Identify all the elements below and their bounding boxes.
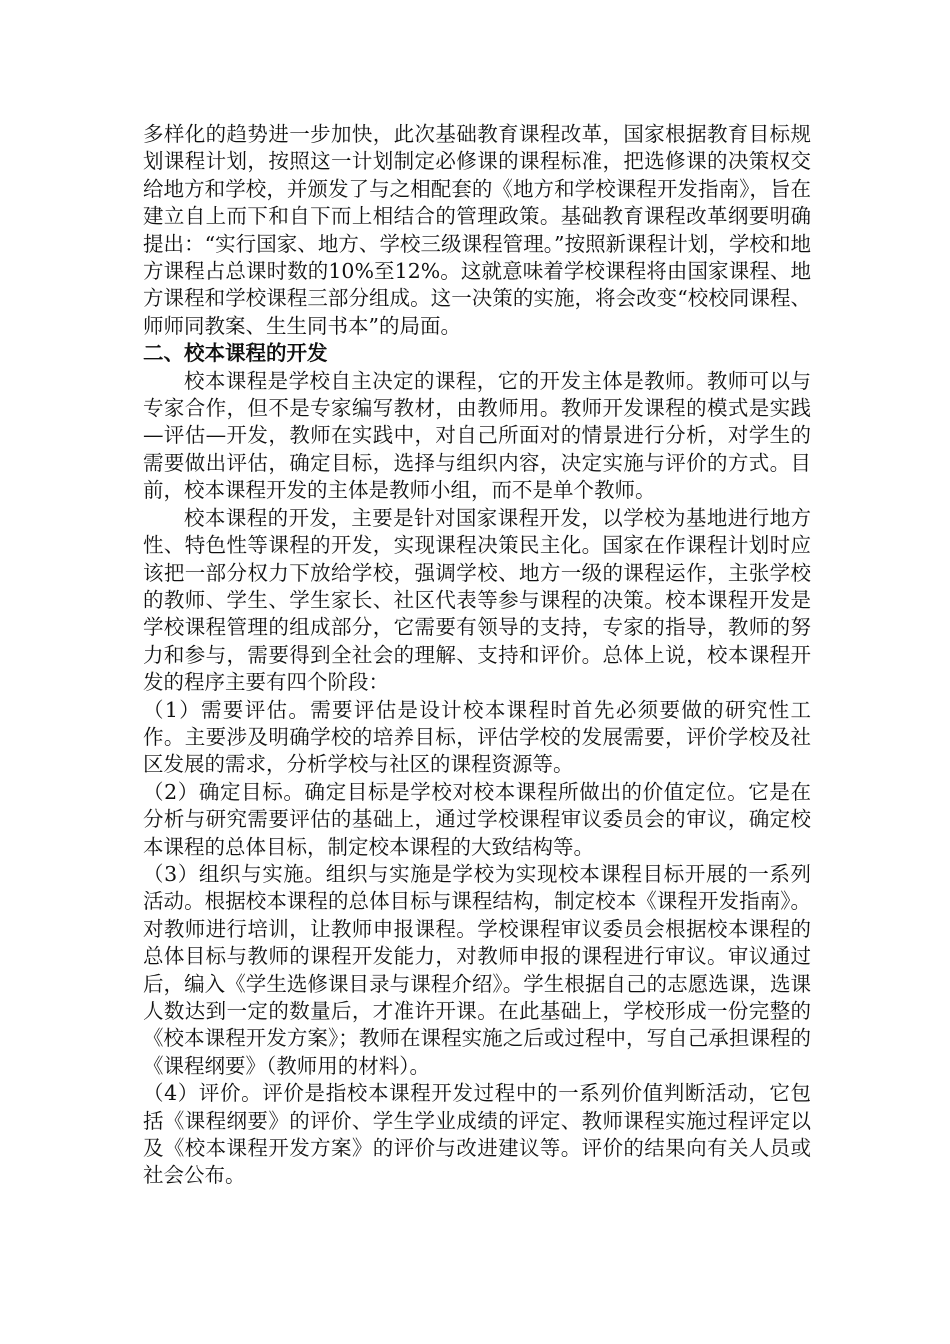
- body-paragraph-2: 校本课程的开发，主要是针对国家课程开发，以学校为基地进行地方性、特色性等课程的开发，实现课程决策民主化。国家在作课程计划时应该把一部分权力下放给学校，强调学校、地方一级的课程运作，主张学校的教师、学生、学生家长、社区代表等参与课程的决策。校本课程开发是学校课程管理的组成部分，它需要有领导的支持，专家的指导，教师的努力和参与，需要得到全社会的理解、支持和评价。总体上说，校本课程开发的程序主要有四个阶段：: [143, 505, 811, 695]
- body-paragraph-1: 校本课程是学校自主决定的课程，它的开发主体是教师。教师可以与专家合作，但不是专家编写教材，由教师用。教师开发课程的模式是实践—评估—开发，教师在实践中，对自己所面对的情景进行分析，对学生的需要做出评估，确定目标，选择与组织内容，决定实施与评价的方式。目前，校本课程开发的主体是教师小组，而不是单个教师。: [143, 368, 811, 503]
- intro-paragraph: 多样化的趋势进一步加快，此次基础教育课程改革，国家根据教育目标规划课程计划，按照这一计划制定必修课的课程标准，把选修课的决策权交给地方和学校，并颁发了与之相配套的《地方和学校课程开发指南》，旨在建立自上而下和自下而上相结合的管理政策。基础教育课程改革纲要明确提出：“实行国家、地方、学校三级课程管理。”按照新课程计划，学校和地方课程占总课时数的10%至12%。这就意味着学校课程将由国家课程、地方课程和学校课程三部分组成。这一决策的实施，将会改变“校校同课程、师师同教案、生生同书本”的局面。: [143, 122, 811, 338]
- stage-organization-implementation: （3）组织与实施。组织与实施是学校为实现校本课程目标开展的一系列活动。根据校本课程的总体目标与课程结构，制定校本《课程开发指南》。对教师进行培训，让教师申报课程。学校课程审议委员会根据校本课程的总体目标与教师的课程开发能力，对教师申报的课程进行审议。审议通过后，编入《学生选修课目录与课程介绍》。学生根据自己的志愿选课，选课人数达到一定的数量后，才准许开课。在此基础上，学校形成一份完整的《校本课程开发方案》；教师在课程实施之后或过程中，写自己承担课程的《课程纲要》（教师用的材料）。: [143, 861, 811, 1078]
- document-page: [143, 121, 811, 1190]
- stage-evaluation: （4）评价。评价是指校本课程开发过程中的一系列价值判断活动，它包括《课程纲要》的评价、学生学业成绩的评定、教师课程实施过程评定以及《校本课程开发方案》的评价与改进建议等。评价的结果向有关人员或社会公布。: [143, 1081, 811, 1188]
- stage-needs-assessment: （1）需要评估。需要评估是设计校本课程时首先必须要做的研究性工作。主要涉及明确学校的培养目标，评估学校的发展需要，评价学校及社区发展的需求，分析学校与社区的课程资源等。: [143, 697, 811, 777]
- stage-goal-setting: （2）确定目标。确定目标是学校对校本课程所做出的价值定位。它是在分析与研究需要评估的基础上，通过学校课程审议委员会的审议，确定校本课程的总体目标，制定校本课程的大致结构等。: [143, 779, 811, 859]
- section-heading: 二、校本课程的开发: [143, 341, 328, 366]
